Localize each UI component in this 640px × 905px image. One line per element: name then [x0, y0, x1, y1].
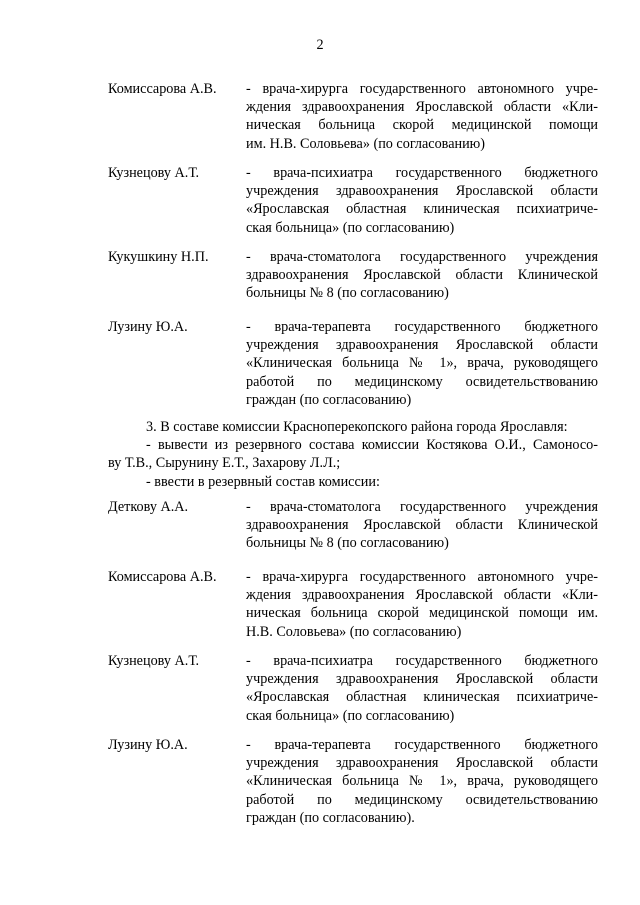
description-line: им. Н.В. Соловьева» (по согласованию)	[246, 135, 486, 152]
member-description	[246, 652, 598, 725]
description-line: - врача-хирурга государственного автономного учре-	[246, 81, 598, 97]
description-line: ждения здравоохранения Ярославской области «Кли-	[246, 99, 598, 116]
description-line: учреждения здравоохранения Ярославской области	[246, 755, 598, 772]
member-name: Деткову А.А.	[108, 499, 189, 515]
paragraph-line: ву Т.В., Сырунину Е.Т., Захарову Л.Л.;	[108, 455, 341, 472]
member-description	[246, 736, 598, 827]
paragraph-line: - ввести в резервный состав комиссии:	[146, 473, 380, 490]
description-line: работой по медицинскому освидетельствованию	[246, 373, 598, 390]
member-description	[246, 498, 598, 553]
member-name: Лузину Ю.А.	[108, 319, 188, 335]
member-name: Кузнецову А.Т.	[108, 165, 200, 181]
description-line: граждан (по согласованию).	[246, 809, 415, 826]
member-name: Кукушкину Н.П.	[108, 249, 209, 265]
member-description	[246, 80, 598, 153]
description-line: «Клиническая больница № 1», врача, руководящего	[246, 355, 598, 372]
description-line: учреждения здравоохранения Ярославской области	[246, 337, 598, 354]
description-line: - врача-хирурга государственного автономного учре-	[246, 569, 598, 585]
description-line: - врача-стоматолога государственного учреждения	[246, 499, 598, 515]
description-line: здравоохранения Ярославской области Клинической	[246, 267, 598, 284]
description-line: здравоохранения Ярославской области Клинической	[246, 517, 598, 534]
member-name: Кузнецову А.Т.	[108, 653, 200, 669]
description-line: учреждения здравоохранения Ярославской области	[246, 183, 598, 200]
description-line: ническая больница скорой медицинской помощи	[246, 117, 598, 134]
description-line: учреждения здравоохранения Ярославской области	[246, 671, 598, 688]
description-line: - врача-психиатра государственного бюджетного	[246, 165, 598, 181]
description-line: «Клиническая больница № 1», врача, руководящего	[246, 773, 598, 790]
description-line: ская больница» (по согласованию)	[246, 219, 455, 236]
description-line: работой по медицинскому освидетельствованию	[246, 791, 598, 808]
description-line: - врача-терапевта государственного бюджетного	[246, 319, 598, 335]
description-line: ская больница» (по согласованию)	[246, 707, 455, 724]
member-description	[246, 164, 598, 237]
member-description	[246, 248, 598, 303]
description-line: граждан (по согласованию)	[246, 391, 412, 408]
amendment-paragraph	[108, 418, 598, 491]
description-line: - врача-терапевта государственного бюджетного	[246, 737, 598, 753]
paragraph-line: - вывести из резервного состава комиссии Костякова О.И., Самоносо-	[146, 437, 598, 454]
paragraph-line: 3. В составе комиссии Красноперекопского района города Ярославля:	[146, 419, 568, 435]
member-name: Комиссарова А.В.	[108, 569, 217, 585]
description-line: «Ярославская областная клиническая психиатриче-	[246, 201, 598, 218]
description-line: ждения здравоохранения Ярославской области «Кли-	[246, 587, 598, 604]
description-line: больницы № 8 (по согласованию)	[246, 285, 449, 302]
description-line: больницы № 8 (по согласованию)	[246, 535, 449, 552]
member-name: Комиссарова А.В.	[108, 81, 217, 97]
description-line: Н.В. Соловьева» (по согласованию)	[246, 623, 462, 640]
description-line: «Ярославская областная клиническая психиатриче-	[246, 689, 598, 706]
description-line: ническая больница скорой медицинской помощи им.	[246, 605, 598, 622]
description-line: - врача-стоматолога государственного учреждения	[246, 249, 598, 265]
member-name: Лузину Ю.А.	[108, 737, 188, 753]
member-description	[246, 318, 598, 409]
member-description	[246, 568, 598, 641]
description-line: - врача-психиатра государственного бюджетного	[246, 653, 598, 669]
page-number: 2	[316, 37, 324, 53]
